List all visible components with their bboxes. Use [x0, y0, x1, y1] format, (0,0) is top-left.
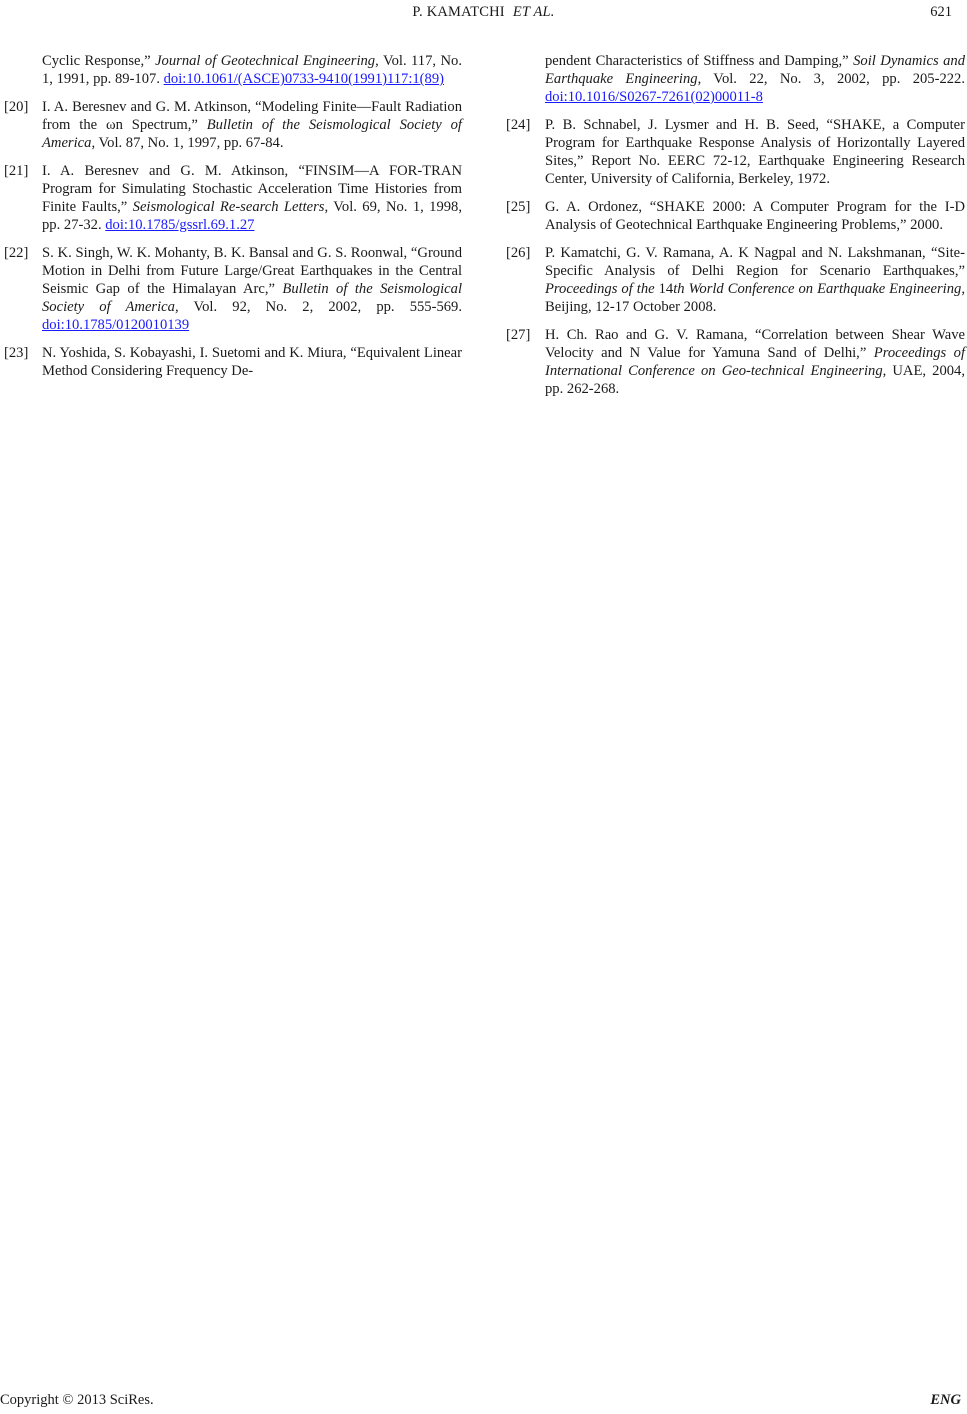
reference-entry: [506, 116, 965, 188]
reference-entry: [4, 98, 462, 152]
reference-entry: [42, 52, 462, 88]
reference-text: H. Ch. Rao and G. V. Ramana, “Correlation between Shear Wave Velocity and N Value for Yamuna Sand of Delhi,”: [545, 327, 965, 361]
reference-text: , Vol. 22, No. 3, 2002, pp. 205-222.: [697, 71, 965, 87]
doi-link[interactable]: doi:10.1785/gssrl.69.1.27: [105, 217, 255, 233]
reference-title-italic: Seismological Re-search Letters: [132, 199, 325, 215]
reference-number: [23]: [4, 345, 29, 361]
page-number: 621: [930, 4, 952, 20]
header-author-name: P. KAMATCHI: [412, 4, 505, 20]
reference-text: I. A. Beresnev and G. M. Atkinson, “FINSIM—A FOR-TRAN Program for Simulating Stochastic Acceleration Time Histories from Finite Faults,”: [42, 163, 462, 215]
reference-title-italic: Proceedings of the: [545, 281, 659, 297]
reference-entry: [4, 162, 462, 234]
references-right-column: [506, 52, 966, 408]
reference-title-italic: th World Conference on Earthquake Engineering: [673, 281, 962, 297]
reference-text: , Vol. 92, No. 2, 2002, pp. 555-569.: [174, 299, 463, 315]
reference-text: S. K. Singh, W. K. Mohanty, B. K. Bansal and G. S. Roonwal, “Ground Motion in Delhi from Future Large/Great Earthquakes in the Central Seismic Gap of the Himalayan Arc,”: [42, 245, 462, 297]
reference-text: , Vol. 69, No. 1, 1998, pp. 27-32.: [42, 199, 462, 233]
reference-text: , Beijing, 12-17 October 2008.: [545, 281, 965, 315]
reference-text: , Vol. 87, No. 1, 1997, pp. 67-84.: [91, 135, 284, 151]
doi-link[interactable]: doi:10.1061/(ASCE)0733-9410(1991)117:1(89): [163, 71, 444, 87]
reference-text: 14: [658, 281, 674, 297]
reference-text: pendent Characteristics of Stiffness and Damping,”: [545, 53, 854, 69]
reference-title-italic: Soil Dynamics and Earthquake Engineering: [545, 53, 965, 87]
reference-entry: [545, 52, 965, 106]
reference-title-italic: Journal of Geotechnical Engineering: [155, 53, 376, 69]
references-left-column: [4, 52, 463, 390]
reference-text: , Vol. 117, No. 1, 1991, pp. 89-107.: [42, 53, 462, 87]
reference-number: [24]: [506, 117, 531, 133]
doi-link[interactable]: doi:10.1785/0120010139: [42, 317, 190, 333]
header-et-al: ET AL.: [512, 4, 555, 20]
reference-text: P. Kamatchi, G. V. Ramana, A. K Nagpal and N. Lakshmanan, “Site-Specific Analysis of Delhi Region for Scenario Earthquakes,”: [545, 245, 965, 279]
reference-number: [21]: [4, 163, 29, 179]
reference-entry: [506, 244, 965, 316]
reference-text: G. A. Ordonez, “SHAKE 2000: A Computer Program for the I-D Analysis of Geotechnical Earthquake Engineering Problems,” 2000.: [545, 199, 965, 233]
doi-link[interactable]: doi:10.1016/S0267-7261(02)00011-8: [545, 89, 763, 105]
reference-number: [22]: [4, 245, 29, 261]
reference-entry: [4, 344, 462, 380]
reference-entry: [4, 244, 463, 334]
reference-number: [20]: [4, 99, 29, 115]
reference-entry: [506, 326, 966, 398]
footer-journal: ENG: [930, 1392, 961, 1408]
reference-title-italic: Proceedings of International Conference on Geo-technical Engineering: [545, 345, 966, 379]
reference-title-italic: Bulletin of the Seismological Society of America: [42, 117, 462, 151]
reference-number: [26]: [506, 245, 531, 261]
reference-entry: [506, 198, 965, 234]
reference-title-italic: Bulletin of the Seismological Society of America: [42, 281, 462, 315]
footer-copyright: Copyright © 2013 SciRes.: [0, 1392, 154, 1408]
reference-text: Cyclic Response,”: [42, 53, 156, 69]
header-author: [0, 4, 967, 21]
reference-number: [27]: [506, 327, 531, 343]
reference-text: P. B. Schnabel, J. Lysmer and H. B. Seed, “SHAKE, a Computer Program for Earthquake Response Analysis of Horizontally Layered Sites,” Report No. EERC 72-12, Earthquake Engineering Research Center, University of California, Berkeley, 1972.: [545, 117, 965, 187]
reference-text: N. Yoshida, S. Kobayashi, I. Suetomi and K. Miura, “Equivalent Linear Method Considering Frequency De-: [42, 345, 462, 379]
reference-number: [25]: [506, 199, 531, 215]
reference-text: , UAE, 2004, pp. 262-268.: [545, 363, 965, 397]
reference-text: I. A. Beresnev and G. M. Atkinson, “Modeling Finite—Fault Radiation from the ωn Spectrum,”: [42, 99, 462, 133]
